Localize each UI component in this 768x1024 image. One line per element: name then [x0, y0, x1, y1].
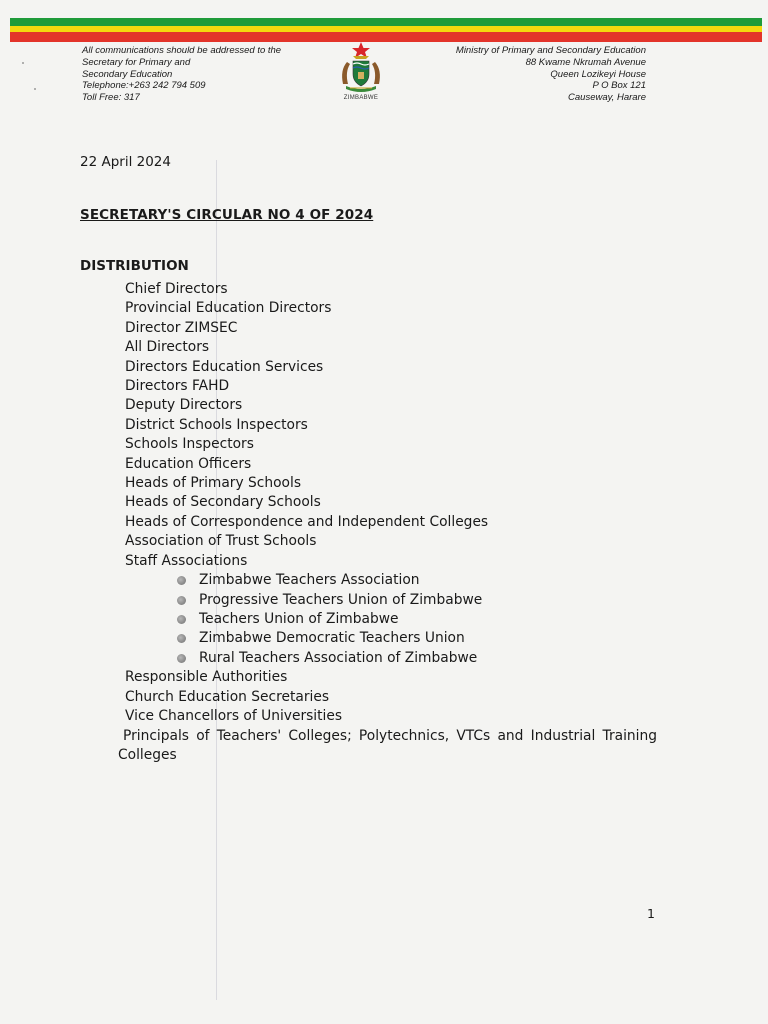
header-left-line: All communications should be addressed to the [82, 45, 282, 56]
distribution-heading: DISTRIBUTION [80, 258, 189, 274]
document-date: 22 April 2024 [80, 154, 171, 170]
distribution-item: Association of Trust Schools [125, 533, 317, 550]
bullet-icon [177, 576, 186, 585]
header-right-line: Causeway, Harare [568, 92, 646, 104]
staff-association-label: Rural Teachers Association of Zimbabwe [199, 649, 478, 666]
header-right-line: P O Box 121 [592, 80, 646, 92]
distribution-item: Directors FAHD [125, 378, 230, 395]
distribution-item: Vice Chancellors of Universities [125, 707, 343, 724]
header-left-line: Toll Free: 317 [82, 92, 140, 104]
distribution-item: Heads of Primary Schools [125, 475, 302, 492]
staff-association-item [125, 591, 665, 610]
emblem-caption: ZIMBABWE [343, 95, 379, 101]
bullet-icon [177, 615, 186, 624]
header-left-line: Telephone:+263 242 794 509 [82, 80, 206, 92]
bullet-icon [177, 634, 186, 643]
staff-association-item [125, 629, 665, 648]
distribution-item: District Schools Inspectors [125, 416, 308, 433]
header-contact-block [82, 45, 281, 104]
staff-association-item [125, 610, 665, 629]
header-right-line: Queen Lozikeyi House [550, 68, 646, 80]
staff-association-label: Zimbabwe Democratic Teachers Union [199, 630, 465, 647]
distribution-item: Provincial Education Directors [125, 300, 332, 317]
header-ministry-block [456, 45, 646, 104]
principals-word: of [196, 728, 210, 744]
staff-association-label: Teachers Union of Zimbabwe [199, 610, 399, 627]
scan-speck [34, 88, 36, 90]
distribution-item: Schools Inspectors [125, 436, 254, 453]
distribution-item: Education Officers [125, 455, 252, 472]
principals-continuation: Colleges [118, 747, 177, 763]
bullet-icon [177, 654, 186, 663]
distribution-item: Heads of Secondary Schools [125, 494, 321, 511]
distribution-item: Director ZIMSEC [125, 319, 238, 336]
header-left-line: Secondary Education [82, 68, 173, 80]
principals-word: Polytechnics, [358, 728, 450, 744]
principals-word: Training [602, 728, 657, 744]
staff-association-label: Progressive Teachers Union of Zimbabwe [199, 591, 483, 608]
distribution-item: Heads of Correspondence and Independent Colleges [125, 513, 489, 530]
distribution-item: Deputy Directors [125, 397, 243, 414]
staff-association-label: Zimbabwe Teachers Association [199, 572, 420, 589]
staff-association-item [125, 649, 665, 668]
distribution-item-principals [118, 727, 657, 765]
flag-stripe-red [10, 32, 762, 42]
principals-word: Colleges; [288, 728, 352, 744]
header-left-line: Secretary for Primary and [82, 56, 191, 68]
principals-word: VTCs [456, 728, 491, 744]
principals-word: Industrial [530, 728, 596, 744]
distribution-item: Directors Education Services [125, 358, 324, 375]
principals-word: and [497, 728, 524, 744]
distribution-item: All Directors [125, 339, 210, 356]
distribution-list [125, 280, 665, 726]
principals-line [118, 727, 657, 746]
distribution-item: Church Education Secretaries [125, 688, 330, 705]
staff-association-item [125, 571, 665, 590]
header-right-line: 88 Kwame Nkrumah Avenue [525, 56, 646, 68]
distribution-item: Staff Associations [125, 552, 248, 569]
distribution-item: Responsible Authorities [125, 669, 288, 686]
scan-speck [22, 62, 24, 64]
staff-associations-group [125, 571, 665, 668]
page-number: 1 [647, 906, 655, 921]
distribution-item: Chief Directors [125, 281, 228, 297]
principals-word: Teachers' [216, 728, 282, 744]
header-right-line: Ministry of Primary and Secondary Education [455, 45, 646, 56]
principals-word: Principals [123, 728, 189, 744]
bullet-icon [177, 596, 186, 605]
flag-stripe-green [10, 18, 762, 26]
circular-title: SECRETARY'S CIRCULAR NO 4 OF 2024 [80, 207, 374, 223]
staff-associations-list [125, 571, 665, 668]
coat-of-arms-icon [336, 40, 386, 96]
